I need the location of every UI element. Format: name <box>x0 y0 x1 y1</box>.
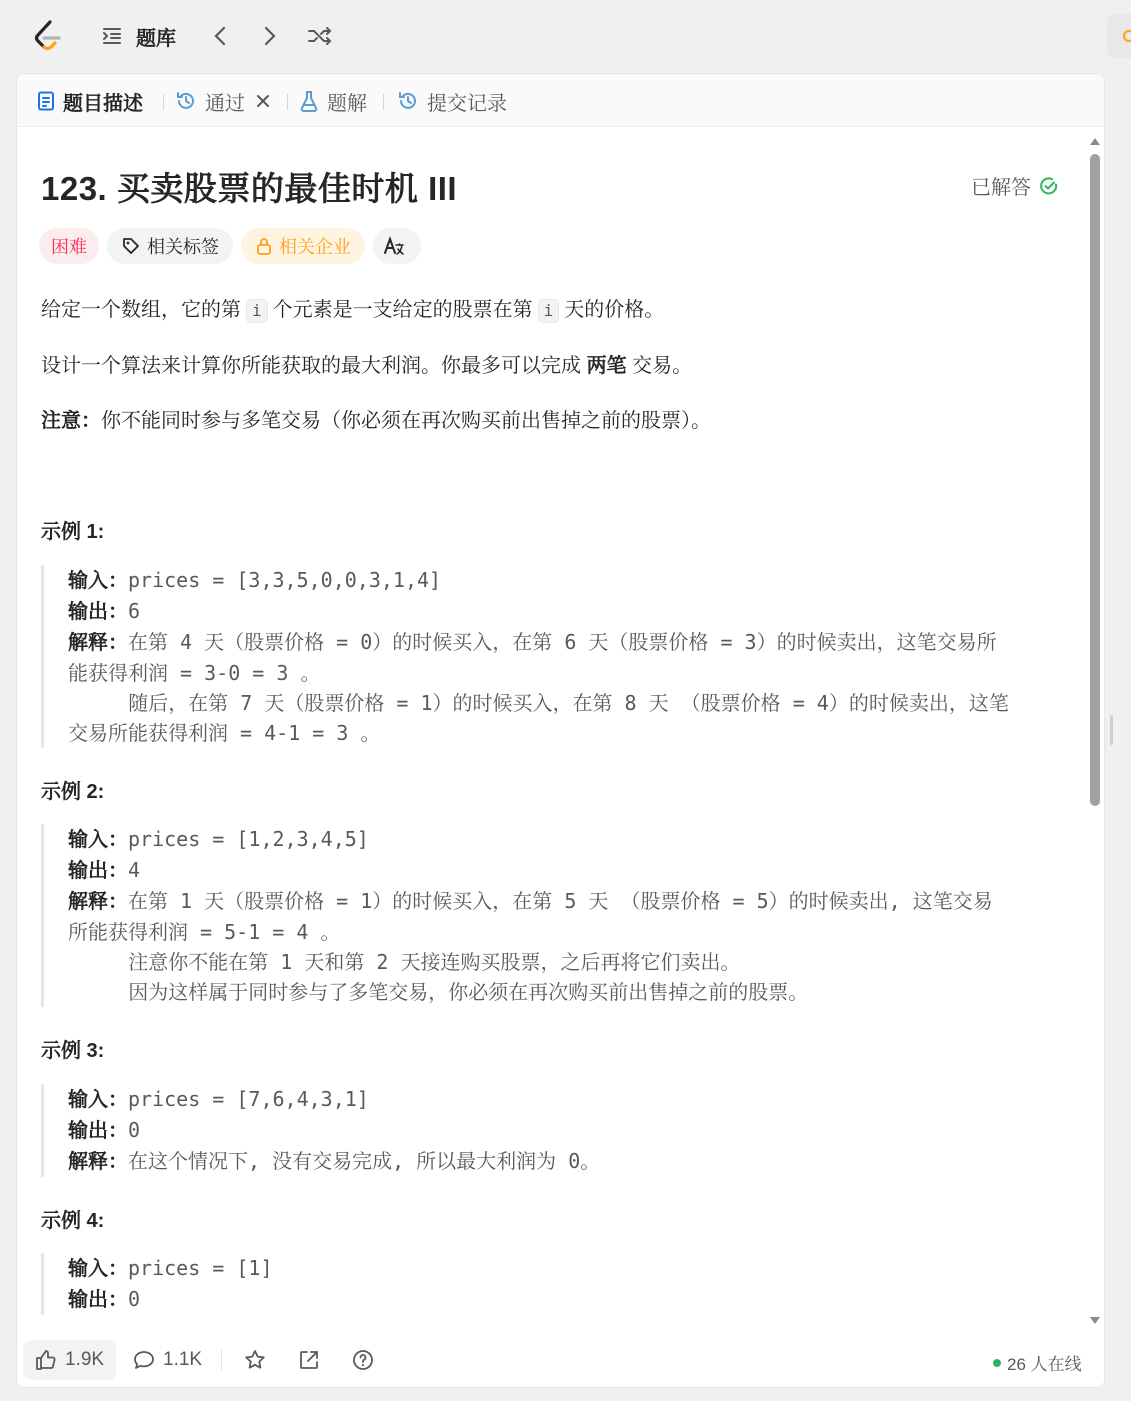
output-label: 输出： <box>68 1120 128 1142</box>
like-count: 1.9K <box>65 1349 105 1370</box>
description-text: 个元素是一支给定的股票在第 <box>272 299 533 321</box>
leetcode-logo-icon[interactable] <box>30 18 66 54</box>
solved-status <box>971 171 1059 200</box>
input-label: 输入： <box>68 1258 128 1280</box>
scroll-up-arrow-icon[interactable] <box>1089 136 1101 146</box>
tab-divider <box>163 94 164 110</box>
list-indent-icon <box>100 24 124 48</box>
example-title: 示例 2: <box>41 781 105 803</box>
footer-divider <box>221 1350 222 1370</box>
example-explain: 能获得利润 = 3-0 = 3 。 <box>68 661 321 685</box>
comment-count: 1.1K <box>163 1349 203 1370</box>
explain-text: 在第 1 天（股票价格 = 1）的时候买入，在第 5 天 （股票价格 = 5）的时候卖出, 这笔交易 <box>128 889 993 913</box>
explain-text: 在第 4 天（股票价格 = 0）的时候买入，在第 6 天（股票价格 = 3）的时候卖出，这笔交易所 <box>128 630 997 654</box>
lock-icon <box>255 236 273 256</box>
output-value: 0 <box>128 1118 141 1142</box>
description-text: 给定一个数组，它的第 <box>41 299 241 321</box>
example-explain <box>68 627 1061 658</box>
input-value: prices = [7,6,4,3,1] <box>128 1087 369 1111</box>
input-value: prices = [1,2,3,4,5] <box>128 827 369 851</box>
output-label: 输出： <box>68 601 128 623</box>
tab-solutions-label: 题解 <box>327 92 367 115</box>
input-label: 输入： <box>68 1089 128 1111</box>
chevron-left-icon <box>210 24 230 48</box>
related-companies-button[interactable] <box>241 228 365 264</box>
tab-description-label: 题目描述 <box>63 92 143 115</box>
flask-icon <box>299 90 319 112</box>
tab-submissions-label: 提交记录 <box>427 92 507 115</box>
prev-problem-button[interactable] <box>206 20 234 52</box>
tab-bar <box>17 74 1105 127</box>
problem-panel <box>16 73 1105 1388</box>
example-input <box>68 824 1061 855</box>
output-label: 输出： <box>68 1289 128 1311</box>
input-label: 输入： <box>68 570 128 592</box>
history-icon <box>397 90 419 112</box>
next-problem-button[interactable] <box>256 20 284 52</box>
online-dot <box>993 1359 1001 1367</box>
example-explain: 所能获得利润 = 5-1 = 4 。 <box>68 920 341 944</box>
example-title: 示例 4: <box>41 1210 105 1232</box>
example-explain <box>68 1146 1061 1177</box>
solved-status-label: 已解答 <box>971 177 1031 199</box>
document-icon <box>37 91 55 111</box>
inline-code: i <box>246 299 268 323</box>
description-text: 交易。 <box>626 355 693 377</box>
tag-row <box>39 228 421 264</box>
example-input <box>68 1253 1061 1284</box>
example-title: 示例 3: <box>41 1040 105 1062</box>
example-block <box>41 1084 1061 1177</box>
online-count <box>993 1350 1082 1375</box>
difficulty-badge: 困难 <box>39 228 99 264</box>
comment-icon <box>133 1349 155 1371</box>
example-output <box>68 1115 1061 1146</box>
top-nav <box>0 0 1131 72</box>
related-tags-label: 相关标签 <box>147 237 219 257</box>
description-line-1 <box>41 293 664 323</box>
explain-label: 解释： <box>68 891 128 913</box>
footer-bar <box>17 1330 1105 1388</box>
input-label: 输入： <box>68 829 128 851</box>
help-icon[interactable] <box>351 1348 375 1372</box>
scroll-down-arrow-icon[interactable] <box>1089 1316 1101 1326</box>
tab-description[interactable] <box>37 86 143 116</box>
tab-divider <box>383 94 384 110</box>
example-block <box>41 824 1061 1007</box>
close-icon[interactable] <box>255 93 271 109</box>
bold-text: 两笔 <box>586 355 627 377</box>
description-text: 设计一个算法来计算你所能获取的最大利润。你最多可以完成 <box>41 355 587 377</box>
example-explain <box>68 886 1061 917</box>
output-value: 6 <box>128 599 141 623</box>
note-text: 你不能同时参与多笔交易（你必须在再次购买前出售掉之前的股票）。 <box>101 410 711 432</box>
example-output <box>68 855 1061 886</box>
translate-button[interactable] <box>373 228 421 264</box>
resize-handle[interactable] <box>1110 715 1113 745</box>
tab-accepted-label: 通过 <box>205 92 245 115</box>
thumbs-up-icon <box>35 1349 57 1371</box>
shuffle-icon <box>306 24 334 48</box>
problem-content <box>17 127 1085 1327</box>
input-value: prices = [1] <box>128 1256 273 1280</box>
problem-title[interactable]: 123. 买卖股票的最佳时机 III <box>41 170 458 207</box>
example-explain: 交易所能获得利润 = 4-1 = 3 。 <box>68 721 381 745</box>
output-value: 0 <box>128 1287 141 1311</box>
random-problem-button[interactable] <box>305 20 335 52</box>
example-explain: 随后，在第 7 天（股票价格 = 1）的时候买入，在第 8 天 （股票价格 = 4）的时候卖出，这笔 <box>68 691 1009 715</box>
share-icon[interactable] <box>297 1348 321 1372</box>
related-tags-button[interactable] <box>107 228 233 264</box>
tab-solutions[interactable] <box>299 86 367 116</box>
explain-label: 解释： <box>68 632 128 654</box>
example-explain: 因为这样属于同时参与了多笔交易，你必须在再次购买前出售掉之前的股票。 <box>68 980 809 1004</box>
input-value: prices = [3,3,5,0,0,3,1,4] <box>128 568 442 592</box>
description-line-2 <box>41 349 692 378</box>
note-line <box>41 404 711 433</box>
comments-button[interactable] <box>133 1340 202 1380</box>
history-icon <box>175 90 197 112</box>
tab-accepted[interactable] <box>175 86 279 116</box>
chevron-right-icon <box>260 24 280 48</box>
example-input <box>68 1084 1061 1115</box>
translate-icon <box>383 236 405 256</box>
explain-text: 在这个情况下, 没有交易完成, 所以最大利润为 0。 <box>128 1149 601 1173</box>
example-block <box>41 1253 1061 1315</box>
example-input <box>68 565 1061 596</box>
tab-submissions[interactable] <box>397 86 507 116</box>
output-value: 4 <box>128 858 141 882</box>
example-block <box>41 565 1061 748</box>
explain-label: 解释： <box>68 1151 128 1173</box>
check-circle-icon <box>1039 176 1059 196</box>
tag-icon <box>121 236 141 256</box>
like-button[interactable] <box>23 1340 116 1380</box>
note-label: 注意： <box>41 410 101 432</box>
tab-divider <box>287 94 288 110</box>
example-output <box>68 596 1061 627</box>
example-output <box>68 1284 1061 1315</box>
description-text: 天的价格。 <box>564 299 665 321</box>
example-explain: 注意你不能在第 1 天和第 2 天接连购买股票，之后再将它们卖出。 <box>68 950 741 974</box>
sun-icon <box>1117 26 1131 46</box>
output-label: 输出： <box>68 860 128 882</box>
inline-code: i <box>538 299 560 323</box>
problem-bank-label: 题库 <box>136 27 176 50</box>
scrollbar-thumb[interactable] <box>1090 154 1100 806</box>
online-count-label: 26 人在线 <box>1007 1355 1082 1374</box>
problem-bank-button[interactable] <box>100 20 176 52</box>
example-title: 示例 1: <box>41 521 105 543</box>
related-companies-label: 相关企业 <box>279 237 351 257</box>
star-icon[interactable] <box>243 1348 267 1372</box>
